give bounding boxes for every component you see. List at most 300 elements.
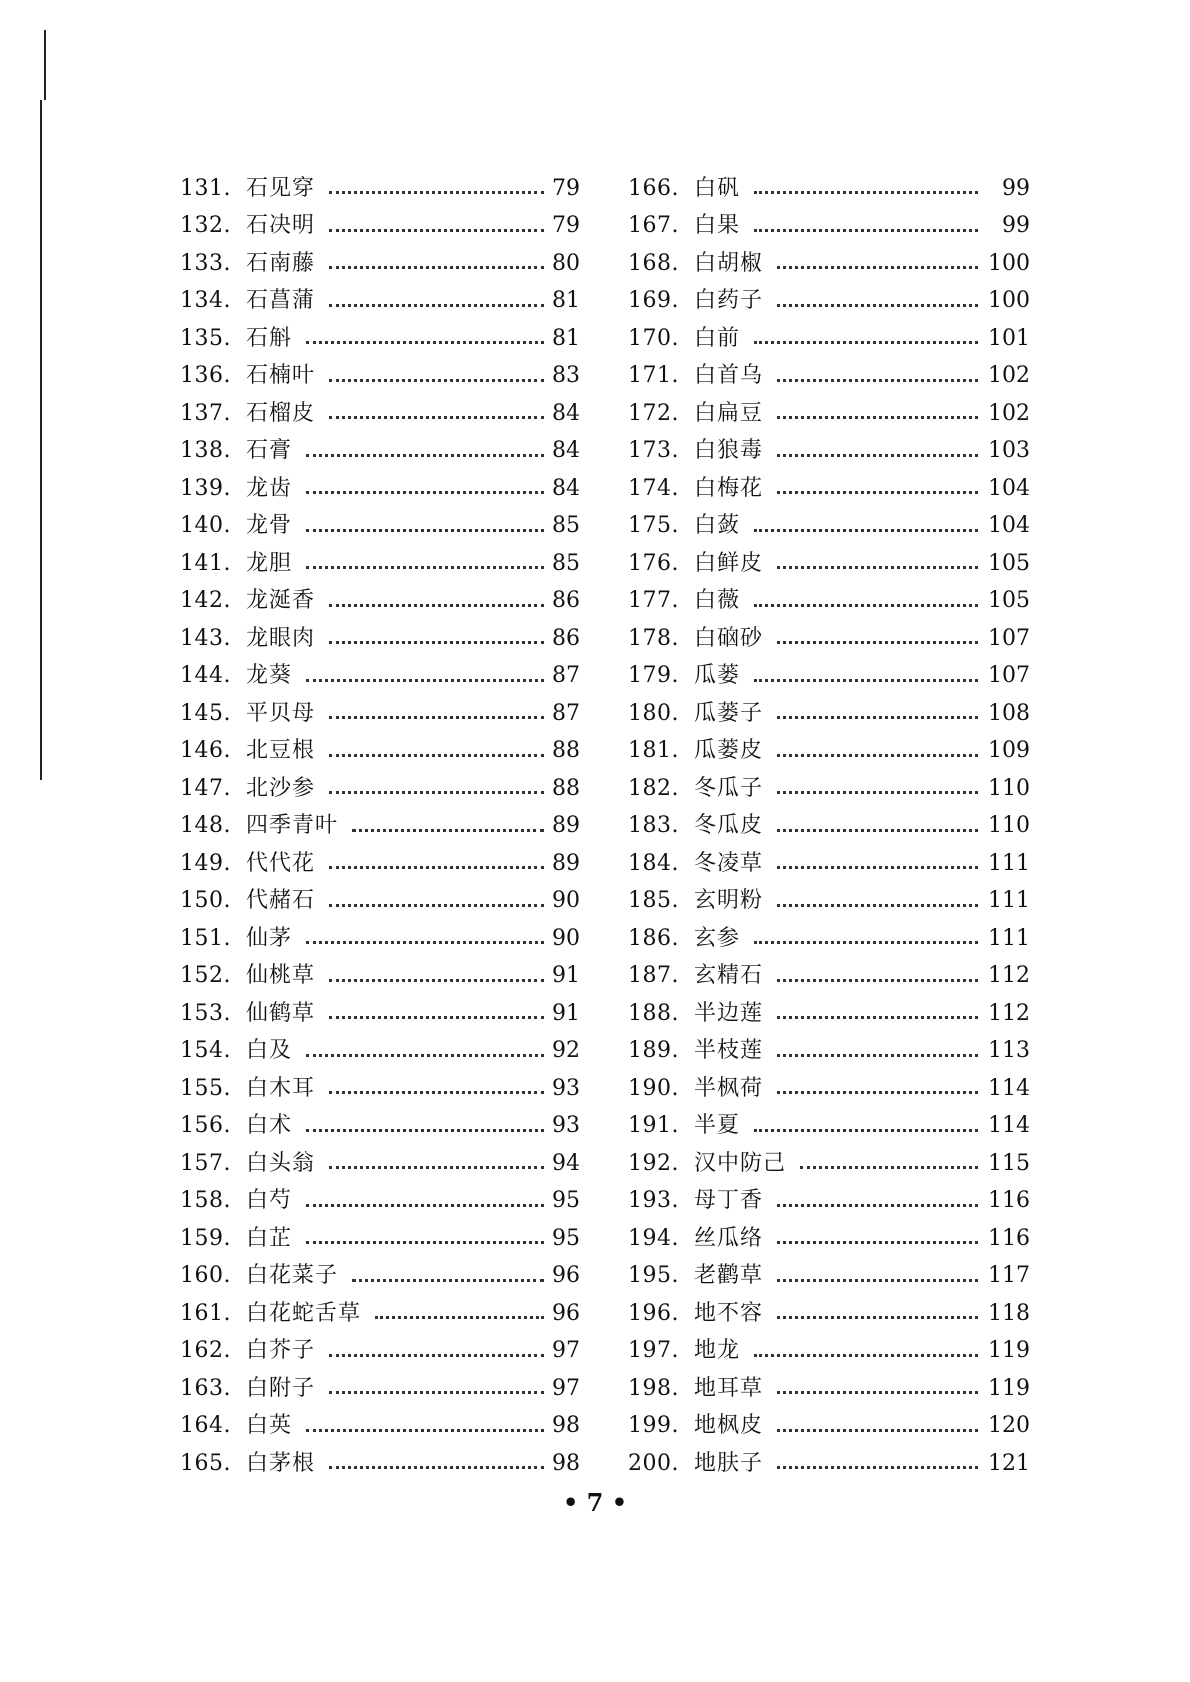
toc-entry [180,770,580,808]
entry-number: 169. [628,288,679,314]
toc-entry [628,1258,1030,1296]
toc-entry [628,733,1030,771]
dot-leader [777,416,978,419]
entry-number: 153. [180,1000,231,1026]
toc-entry [628,170,1030,208]
scan-edge-line [40,100,42,780]
entry-page-number: 95 [552,1188,580,1214]
entry-page-number: 101 [988,325,1030,351]
toc-entry [180,1445,580,1483]
dot-leader [777,1054,978,1057]
entry-number: 149. [180,850,231,876]
entry-title: 仙桃草 [246,963,316,989]
toc-entry [628,545,1030,583]
toc-entry [180,583,580,621]
dot-leader [306,679,544,682]
entry-page-number: 108 [988,700,1030,726]
toc-entry [628,1408,1030,1446]
entry-page-number: 99 [1002,175,1030,201]
entry-title: 白胡椒 [694,250,764,276]
dot-leader [754,679,978,682]
dot-leader [777,1279,978,1282]
entry-number: 200. [628,1450,679,1476]
dot-leader [754,191,978,194]
dot-leader [375,1316,544,1319]
entry-page-number: 100 [988,250,1030,276]
entry-title: 瓜蒌 [694,663,741,689]
entry-number: 185. [628,888,679,914]
dot-leader [329,1091,544,1094]
entry-page-number: 104 [988,513,1030,539]
entry-number: 174. [628,475,679,501]
toc-entry [628,920,1030,958]
toc-entry [628,1145,1030,1183]
toc-entry [628,995,1030,1033]
entry-title: 白英 [246,1413,293,1439]
entry-page-number: 97 [552,1375,580,1401]
entry-number: 161. [180,1300,231,1326]
entry-page-number: 111 [988,888,1030,914]
entry-page-number: 87 [552,663,580,689]
entry-page-number: 84 [552,438,580,464]
toc-entry [628,1070,1030,1108]
toc-entry [180,433,580,471]
entry-number: 186. [628,925,679,951]
dot-leader [754,529,978,532]
entry-page-number: 115 [988,1150,1030,1176]
entry-number: 173. [628,438,679,464]
entry-title: 北豆根 [246,738,316,764]
entry-number: 182. [628,775,679,801]
entry-page-number: 79 [552,175,580,201]
entry-number: 135. [180,325,231,351]
entry-number: 194. [628,1225,679,1251]
dot-leader [777,1091,978,1094]
entry-number: 187. [628,963,679,989]
dot-leader [754,229,978,232]
entry-number: 184. [628,850,679,876]
toc-entry [180,958,580,996]
toc-entry [180,1183,580,1221]
entry-number: 144. [180,663,231,689]
entry-title: 白木耳 [246,1075,316,1101]
dot-leader [777,1016,978,1019]
entry-title: 龙眼肉 [246,625,316,651]
entry-page-number: 105 [988,550,1030,576]
entry-title: 代代花 [246,850,316,876]
entry-page-number: 109 [988,738,1030,764]
dot-leader [306,1241,544,1244]
toc-entry [180,845,580,883]
entry-page-number: 98 [552,1450,580,1476]
toc-entry [180,545,580,583]
entry-title: 地肤子 [694,1450,764,1476]
entry-page-number: 95 [552,1225,580,1251]
toc-entry [180,1370,580,1408]
entry-page-number: 84 [552,475,580,501]
entry-number: 137. [180,400,231,426]
entry-number: 147. [180,775,231,801]
toc-entry [180,658,580,696]
entry-title: 石楠叶 [246,363,316,389]
entry-number: 142. [180,588,231,614]
entry-number: 138. [180,438,231,464]
toc-entry [628,283,1030,321]
dot-leader [777,266,978,269]
entry-title: 四季青叶 [246,813,339,839]
dot-leader [329,304,544,307]
entry-title: 冬凌草 [694,850,764,876]
entry-number: 166. [628,175,679,201]
dot-leader [329,904,544,907]
dot-leader [329,641,544,644]
toc-entry [180,920,580,958]
entry-number: 132. [180,213,231,239]
entry-number: 180. [628,700,679,726]
toc-entry [628,470,1030,508]
entry-title: 平贝母 [246,700,316,726]
entry-page-number: 85 [552,550,580,576]
entry-title: 仙鹤草 [246,1000,316,1026]
toc-entry [180,1108,580,1146]
entry-title: 石膏 [246,438,293,464]
entry-number: 152. [180,963,231,989]
entry-number: 179. [628,663,679,689]
entry-title: 地枫皮 [694,1413,764,1439]
toc-entry [180,995,580,1033]
entry-number: 178. [628,625,679,651]
toc-entry [628,770,1030,808]
entry-number: 156. [180,1113,231,1139]
entry-number: 154. [180,1038,231,1064]
dot-leader [800,1166,978,1169]
dot-leader [329,229,544,232]
dot-leader [777,979,978,982]
entry-title: 老鹳草 [694,1263,764,1289]
toc-entry [180,1145,580,1183]
dot-leader [306,1429,544,1432]
toc-entry [180,1033,580,1071]
entry-number: 148. [180,813,231,839]
entry-page-number: 102 [988,400,1030,426]
entry-page-number: 92 [552,1038,580,1064]
entry-title: 龙骨 [246,513,293,539]
toc-entry [180,695,580,733]
entry-title: 半夏 [694,1113,741,1139]
entry-number: 188. [628,1000,679,1026]
entry-number: 189. [628,1038,679,1064]
entry-number: 141. [180,550,231,576]
entry-page-number: 97 [552,1338,580,1364]
entry-number: 170. [628,325,679,351]
toc-entry [180,245,580,283]
dot-leader [754,1354,978,1357]
entry-number: 151. [180,925,231,951]
entry-title: 白狼毒 [694,438,764,464]
toc-entry [180,1070,580,1108]
entry-title: 白梅花 [694,475,764,501]
entry-title: 石榴皮 [246,400,316,426]
dot-leader [754,341,978,344]
entry-number: 192. [628,1150,679,1176]
dot-leader [777,716,978,719]
entry-title: 丝瓜络 [694,1225,764,1251]
entry-page-number: 110 [988,813,1030,839]
dot-leader [306,1129,544,1132]
dot-leader [754,604,978,607]
entry-number: 157. [180,1150,231,1176]
dot-leader [777,304,978,307]
entry-title: 白附子 [246,1375,316,1401]
dot-leader [329,1354,544,1357]
entry-number: 172. [628,400,679,426]
dot-leader [306,491,544,494]
entry-page-number: 96 [552,1300,580,1326]
entry-page-number: 112 [988,963,1030,989]
dot-leader [329,716,544,719]
entry-number: 159. [180,1225,231,1251]
toc-entry [628,658,1030,696]
entry-page-number: 118 [988,1300,1030,1326]
dot-leader [306,454,544,457]
dot-leader [329,266,544,269]
entry-title: 白芥子 [246,1338,316,1364]
entry-page-number: 102 [988,363,1030,389]
entry-title: 石见穿 [246,175,316,201]
entry-number: 133. [180,250,231,276]
entry-page-number: 99 [1002,213,1030,239]
entry-title: 白矾 [694,175,741,201]
entry-page-number: 93 [552,1113,580,1139]
entry-title: 石南藤 [246,250,316,276]
dot-leader [777,904,978,907]
entry-number: 143. [180,625,231,651]
entry-title: 半枫荷 [694,1075,764,1101]
toc-entry [180,620,580,658]
dot-leader [777,379,978,382]
dot-leader [329,379,544,382]
dot-leader [306,1054,544,1057]
entry-number: 163. [180,1375,231,1401]
entry-number: 139. [180,475,231,501]
entry-number: 164. [180,1413,231,1439]
dot-leader [329,1016,544,1019]
toc-entry [180,883,580,921]
entry-title: 石斛 [246,325,293,351]
toc-entry [628,845,1030,883]
entry-number: 167. [628,213,679,239]
entry-page-number: 81 [552,288,580,314]
entry-number: 177. [628,588,679,614]
toc-entry [628,1108,1030,1146]
page-number: • 7 • [562,1488,628,1517]
dot-leader [777,454,978,457]
dot-leader [777,1316,978,1319]
entry-number: 136. [180,363,231,389]
toc-entry [628,245,1030,283]
entry-title: 玄精石 [694,963,764,989]
entry-page-number: 90 [552,925,580,951]
entry-page-number: 79 [552,213,580,239]
entry-title: 半边莲 [694,1000,764,1026]
toc-entry [628,508,1030,546]
entry-title: 白芷 [246,1225,293,1251]
entry-title: 白术 [246,1113,293,1139]
entry-title: 白硇砂 [694,625,764,651]
dot-leader [329,979,544,982]
toc-entry [180,1333,580,1371]
toc-entry [628,320,1030,358]
entry-page-number: 117 [988,1263,1030,1289]
entry-page-number: 103 [988,438,1030,464]
entry-title: 白头翁 [246,1150,316,1176]
entry-title: 地龙 [694,1338,741,1364]
dot-leader [777,1241,978,1244]
entry-page-number: 121 [988,1450,1030,1476]
entry-page-number: 88 [552,738,580,764]
entry-number: 146. [180,738,231,764]
dot-leader [306,941,544,944]
toc-entry [180,1258,580,1296]
entry-page-number: 93 [552,1075,580,1101]
toc-entry [180,733,580,771]
toc-left-column [180,170,580,1483]
entry-page-number: 113 [988,1038,1030,1064]
dot-leader [306,341,544,344]
entry-page-number: 100 [988,288,1030,314]
entry-page-number: 91 [552,1000,580,1026]
dot-leader [329,1166,544,1169]
entry-title: 白及 [246,1038,293,1064]
toc-entry [180,208,580,246]
entry-number: 158. [180,1188,231,1214]
entry-title: 冬瓜皮 [694,813,764,839]
entry-page-number: 88 [552,775,580,801]
entry-page-number: 86 [552,625,580,651]
entry-page-number: 86 [552,588,580,614]
entry-page-number: 112 [988,1000,1030,1026]
entry-title: 北沙参 [246,775,316,801]
dot-leader [777,791,978,794]
entry-title: 龙葵 [246,663,293,689]
entry-number: 196. [628,1300,679,1326]
entry-page-number: 87 [552,700,580,726]
toc-entry [180,320,580,358]
toc-entry [628,1333,1030,1371]
entry-title: 龙胆 [246,550,293,576]
dot-leader [352,1279,544,1282]
entry-page-number: 104 [988,475,1030,501]
toc-entry [180,808,580,846]
toc-entry [180,170,580,208]
entry-title: 冬瓜子 [694,775,764,801]
toc-entry [628,1445,1030,1483]
entry-page-number: 94 [552,1150,580,1176]
entry-page-number: 85 [552,513,580,539]
entry-page-number: 81 [552,325,580,351]
entry-page-number: 83 [552,363,580,389]
entry-number: 183. [628,813,679,839]
scan-edge-line [44,30,46,100]
entry-page-number: 120 [988,1413,1030,1439]
entry-title: 白前 [694,325,741,351]
entry-number: 140. [180,513,231,539]
entry-title: 白薇 [694,588,741,614]
entry-number: 193. [628,1188,679,1214]
dot-leader [777,1391,978,1394]
entry-title: 龙齿 [246,475,293,501]
toc-entry [180,358,580,396]
entry-page-number: 96 [552,1263,580,1289]
entry-title: 地不容 [694,1300,764,1326]
entry-number: 134. [180,288,231,314]
toc-entry [628,1370,1030,1408]
toc-entry [628,433,1030,471]
entry-number: 175. [628,513,679,539]
entry-page-number: 84 [552,400,580,426]
entry-title: 仙茅 [246,925,293,951]
entry-title: 白茅根 [246,1450,316,1476]
entry-number: 131. [180,175,231,201]
toc-entry [180,470,580,508]
toc-right-column [628,170,1030,1483]
entry-title: 白芍 [246,1188,293,1214]
entry-page-number: 119 [988,1375,1030,1401]
toc-entry [628,695,1030,733]
entry-page-number: 110 [988,775,1030,801]
dot-leader [777,829,978,832]
dot-leader [306,529,544,532]
dot-leader [306,1204,544,1207]
entry-title: 石决明 [246,213,316,239]
entry-title: 龙涎香 [246,588,316,614]
entry-title: 半枝莲 [694,1038,764,1064]
toc-entry [180,395,580,433]
entry-number: 145. [180,700,231,726]
dot-leader [329,754,544,757]
entry-page-number: 89 [552,813,580,839]
entry-title: 瓜蒌子 [694,700,764,726]
toc-entry [180,283,580,321]
toc-entry [628,1295,1030,1333]
entry-number: 155. [180,1075,231,1101]
toc-entry [628,1220,1030,1258]
entry-number: 165. [180,1450,231,1476]
entry-number: 199. [628,1413,679,1439]
entry-title: 石菖蒲 [246,288,316,314]
dot-leader [329,1391,544,1394]
entry-title: 汉中防己 [694,1150,787,1176]
entry-number: 150. [180,888,231,914]
dot-leader [777,566,978,569]
entry-number: 160. [180,1263,231,1289]
entry-page-number: 111 [988,850,1030,876]
entry-title: 玄明粉 [694,888,764,914]
entry-title: 母丁香 [694,1188,764,1214]
toc-entry [180,508,580,546]
entry-page-number: 119 [988,1338,1030,1364]
entry-number: 197. [628,1338,679,1364]
entry-page-number: 91 [552,963,580,989]
dot-leader [777,1429,978,1432]
toc-entry [628,395,1030,433]
entry-number: 195. [628,1263,679,1289]
entry-title: 白花菜子 [246,1263,339,1289]
dot-leader [329,416,544,419]
entry-page-number: 107 [988,663,1030,689]
toc-entry [628,958,1030,996]
entry-title: 白鲜皮 [694,550,764,576]
